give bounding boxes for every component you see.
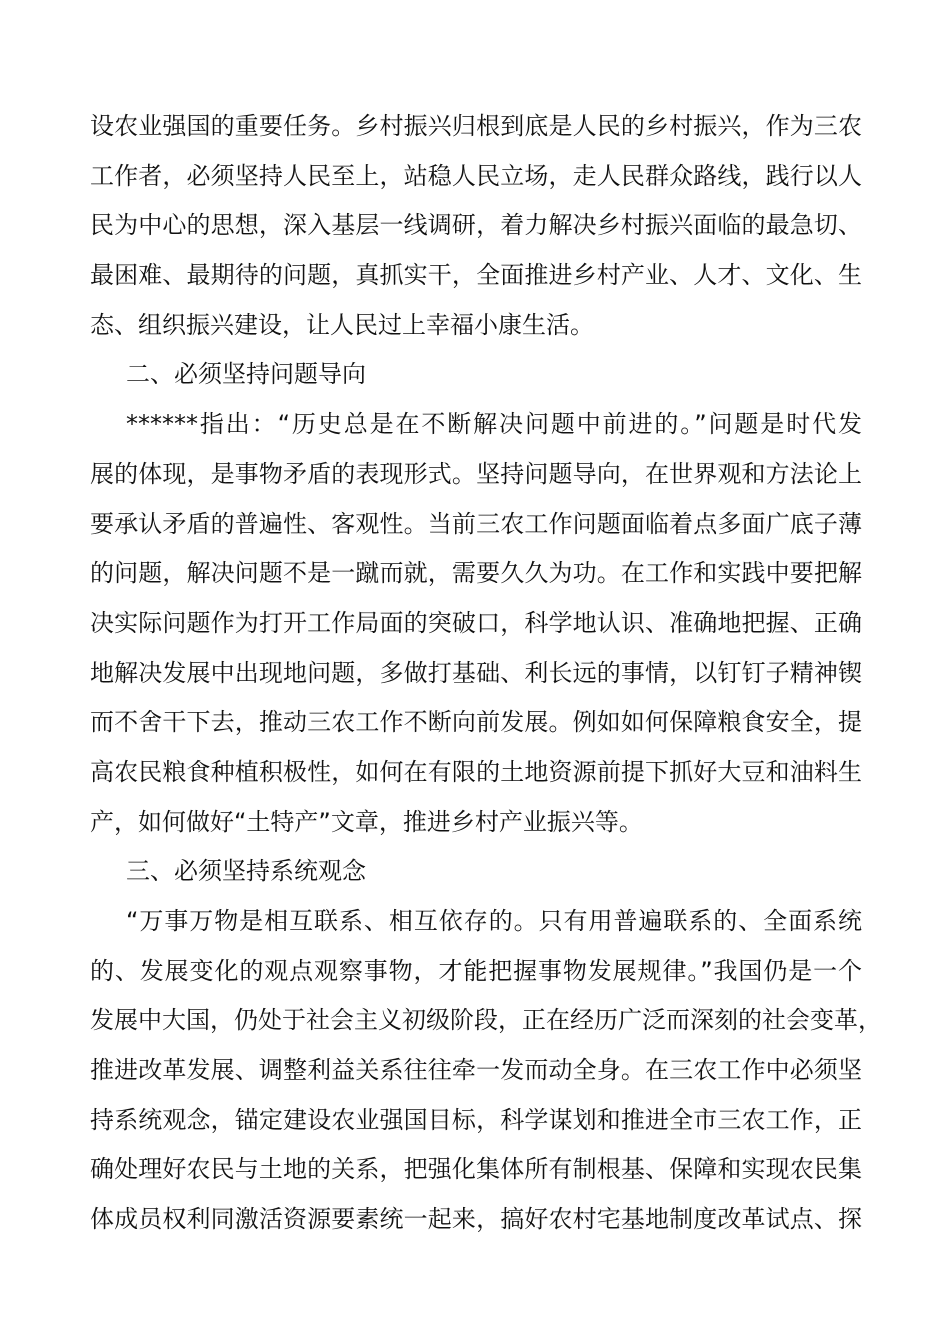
text-line: 的问题，解决问题不是一蹴而就，需要久久为功。在工作和实践中要把解 bbox=[90, 559, 862, 588]
document-page bbox=[90, 102, 882, 1245]
text-line: “万事万物是相互联系、相互依存的。只有用普遍联系的、全面系统 bbox=[126, 907, 862, 935]
text-line: 的、发展变化的观点观察事物，才能把握事物发展规律。”我国仍是一个 bbox=[90, 956, 862, 985]
text-line: 高农民粮食种植积极性，如何在有限的土地资源前提下抓好大豆和油料生 bbox=[90, 757, 862, 786]
section-heading: 二、必须坚持问题导向 bbox=[126, 360, 366, 389]
text-line: 态、组织振兴建设，让人民过上幸福小康生活。 bbox=[90, 310, 594, 339]
text-line: 体成员权利同激活资源要素统一起来，搞好农村宅基地制度改革试点、探 bbox=[90, 1205, 862, 1234]
text-line: 民为中心的思想，深入基层一线调研，着力解决乡村振兴面临的最急切、 bbox=[90, 211, 862, 240]
text-line: 推进改革发展、调整利益关系往往牵一发而动全身。在三农工作中必须坚 bbox=[90, 1056, 862, 1085]
section-heading: 三、必须坚持系统观念 bbox=[126, 857, 366, 886]
text-line: 发展中大国，仍处于社会主义初级阶段，正在经历广泛而深刻的社会变革， bbox=[90, 1006, 882, 1035]
text-line: 持系统观念，锚定建设农业强国目标，科学谋划和推进全市三农工作，正 bbox=[90, 1105, 862, 1134]
text-line: 产，如何做好“土特产”文章，推进乡村产业振兴等。 bbox=[90, 807, 643, 836]
text-line: 决实际问题作为打开工作局面的突破口，科学地认识、准确地把握、正确 bbox=[90, 608, 862, 637]
text-line: 最困难、最期待的问题，真抓实干，全面推进乡村产业、人才、文化、生 bbox=[90, 261, 862, 290]
text-line: 展的体现，是事物矛盾的表现形式。坚持问题导向，在世界观和方法论上 bbox=[90, 459, 862, 488]
text-line: 要承认矛盾的普遍性、客观性。当前三农工作问题面临着点多面广底子薄 bbox=[90, 509, 862, 538]
text-line: 而不舍干下去，推动三农工作不断向前发展。例如如何保障粮食安全，提 bbox=[90, 708, 862, 737]
text-line: 确处理好农民与土地的关系，把强化集体所有制根基、保障和实现农民集 bbox=[90, 1155, 862, 1184]
text-line: 设农业强国的重要任务。乡村振兴归根到底是人民的乡村振兴，作为三农 bbox=[90, 112, 862, 140]
text-line: 工作者，必须坚持人民至上，站稳人民立场，走人民群众路线，践行以人 bbox=[90, 161, 862, 190]
text-line: ******指出：“历史总是在不断解决问题中前进的。”问题是时代发 bbox=[126, 410, 862, 439]
text-line: 地解决发展中出现地问题，多做打基础、利长远的事情，以钉钉子精神锲 bbox=[90, 658, 862, 687]
